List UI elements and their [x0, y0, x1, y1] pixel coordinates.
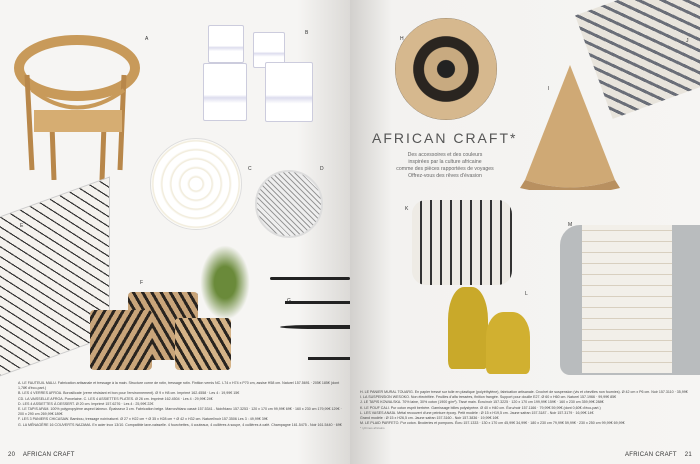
caption-h: H. LE PANIER MURAL TOUARG. En papier tressé sur tulle en plastique (polyéthylène), fabrication artisanale. Crochet de suspension (vis et chevilles non fournies). Ø 42 cm x P6 cm. Noir 157.3110 · 35,99€ — [360, 390, 688, 394]
dessert-plate-image — [255, 170, 323, 238]
section-name: AFRICAN CRAFT — [624, 452, 677, 458]
section-name: AFRICAN CRAFT — [22, 452, 75, 458]
footer-right — [625, 452, 692, 458]
label-h: H — [400, 36, 404, 42]
subtitle-line: Des accessoires et des couleurs — [407, 152, 483, 158]
label-j: J — [686, 38, 689, 44]
product-captions-left — [18, 381, 348, 428]
subtitle-line: inspirées par la culture africaine — [408, 159, 482, 165]
caption-d: D. LES 4 ASSIETTES À DESSERT. Ø 20 cm. Imprimé 157.6276 · Les 4 : 25,99€ 22€ — [18, 401, 154, 406]
caption-i: I. LA SUSPENSION WESOKO. Non électrifiée. Feuilles d'alfa tressées, finition frangée. Support pour douille E27. Ø 60 x H60 cm. Naturel 157.1966 · 99,99€ 85€ — [360, 395, 617, 400]
footnote: * rythmes africains — [360, 426, 385, 431]
page-number: 20 — [8, 452, 16, 458]
caption-e: E. LE TAPIS AFAM. 100% polypropylène aspect laineux. Épaisseur 3 cm. Fabrication belge. Marron/blanc cassé 157.5341 - Noir/blanc 157.3253 · 120 x 170 cm 99,99€ 69€ · 160 x 230 cm 179,99€ 129€ · 200 x 290 cm 269,99€ 189€ — [18, 407, 342, 417]
caption-k: K. LE POUF CALI. Pur coton esprit berbère. Garnissage billes polystyrène. Ø 40 x H40 cm. Écru/noir 157.1166 · 79,99€ 59,99€ (dont 0,60€ d'éco-part.) — [360, 405, 601, 410]
label-m: M — [568, 222, 573, 228]
label-b: B — [305, 30, 309, 36]
caption-j: J. LE TAPIS KOWALSKA. 70% laine, 30% coton (1900 g/m²). Tissé main. Écru/noir 157.3225 · 120 x 170 cm 199,99€ 159€ · 160 x 230 cm 359,99€ 288€ — [360, 400, 604, 405]
caption-f: F. LES 3 PANIERS CHICASAW. Bambou, tressage noir/naturel. Ø 27 x H22 cm + Ø 35 x H28 cm + Ø 42 x H32 cm. Naturel/noir 157.3506 Les 3 : 49,99€ 39€ — [18, 417, 268, 422]
subtitle-line: comme des pièces rapportées de voyages — [396, 166, 494, 172]
label-k: K — [405, 206, 409, 212]
label-c: C — [248, 166, 252, 172]
subtitle-line: Offrez-vous des rêves d'évasion — [408, 173, 482, 179]
footer-left — [8, 452, 75, 458]
right-page — [350, 0, 700, 464]
rattan-chair-image — [12, 30, 142, 180]
label-d: D — [320, 166, 324, 172]
caption-cd: CD. LA VAISSELLE AFROA. Porcelaine. C. LES 4 ASSIETTES PLATES. Ø 26 cm. Imprimé 162.4504 · Les 4 : 29,99€ 24€ — [18, 396, 213, 401]
label-f: F — [140, 280, 144, 286]
sofa-plaid-image — [560, 225, 700, 375]
label-e: E — [20, 223, 24, 229]
page-number: 21 — [684, 452, 692, 458]
section-title: AFRICAN CRAFT* — [372, 130, 518, 146]
dinner-plate-image — [150, 138, 242, 230]
label-a: A — [145, 36, 149, 42]
caption-b: B. LES 4 VERRES AFROA. Borosilicate (verre résistant et bon pour l'environnement). Ø 9 x H8 cm. Imprimé 162.4558 · Les 4 : 19,99€ 15€ — [18, 391, 240, 396]
label-g: G — [287, 298, 291, 304]
wall-basket-image — [395, 18, 497, 120]
cutlery-image — [270, 275, 350, 370]
label-l: L — [525, 291, 528, 297]
caption-l: L. LES VASES ANAÏA. Métal recouvert d'une peinture époxy. Petit modèle : Ø 15 x H19,5 cm. Jaune safran 157.3187 - Noir 157.3179 · 16,99€ 14€ — [360, 410, 594, 415]
caption-a: A. LE FAUTEUIL MALU. Fabrication artisanale et tressage à la main. Structure corne de rotin, tressage rotin. Finition vernis NC. L74 x H74 x P70 cm, assise H58 cm. Naturel 157.5691 · 205€ 185€ (dont 1,78€ d'éco-part.) — [18, 381, 340, 391]
section-subtitle — [375, 152, 515, 180]
caption-m: M. LE PLAID PARFETO. Pur coton. Broderies et pompons. Écru 157.1333 · 130 x 170 cm 45,99€ 34,99€ · 180 x 230 cm 79,99€ 59,99€ · 230 x 250 cm 99,99€ 69,99€ — [360, 421, 625, 426]
caption-l-large: Grand modèle : Ø 15 x H26,5 cm. Jaune safran 157.3160 - Noir 157.3836 · 19,99€ 16€ — [360, 416, 499, 421]
caption-g: G. LA MÉNAGÈRE 16 COUVERTS NAZAMA. En acier inox 13/10. Compatible lave-vaisselle. 4 fourchettes, 4 couteaux, 4 cuillères à soupe, 4 cuillères à café. Champagne 161.5475 - Noir 161.5440 · 69€ — [18, 422, 342, 427]
label-i: I — [548, 86, 550, 92]
product-captions-right — [360, 390, 690, 432]
pouf-image — [412, 200, 512, 285]
